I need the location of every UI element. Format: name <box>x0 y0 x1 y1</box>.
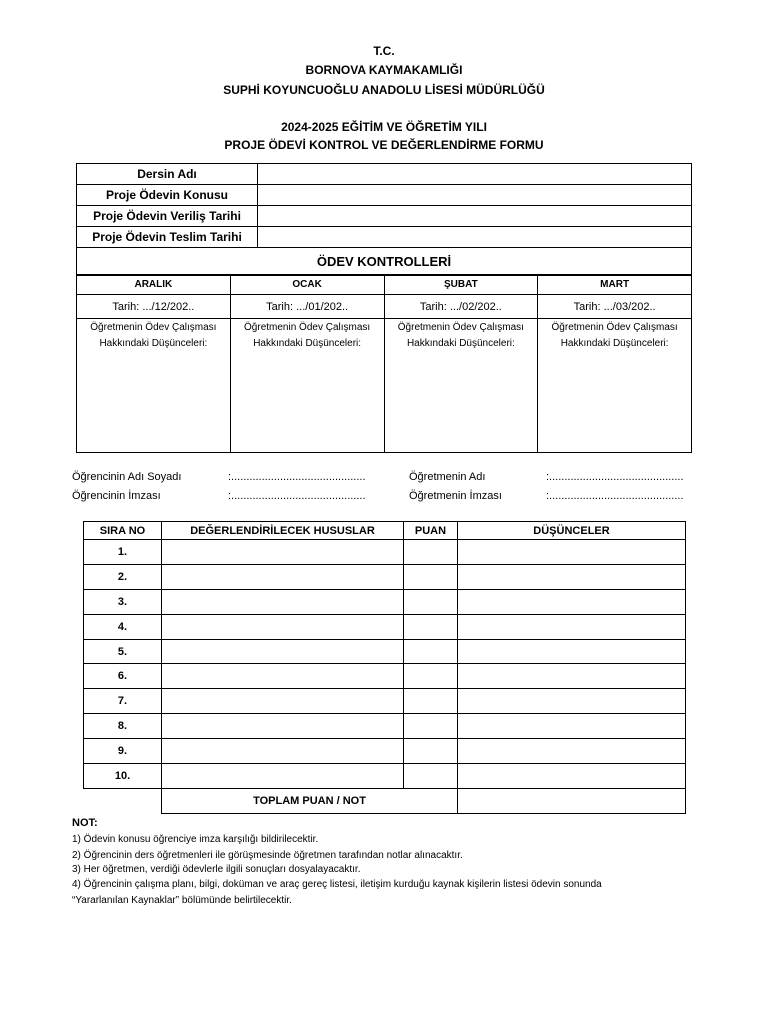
teacher-notes-december[interactable] <box>77 319 231 453</box>
month-march: MART <box>538 275 692 295</box>
comment-cell[interactable] <box>458 689 686 714</box>
table-row <box>84 714 686 739</box>
row-number: 4. <box>84 614 162 639</box>
note-item: 4) Öğrencinin çalışma planı, bilgi, doküman ve araç gereç listesi, iletişim kurduğu kaynak kişilerin listesi ödevin sonunda <box>72 879 602 890</box>
total-score-cell[interactable] <box>458 788 686 813</box>
score-cell[interactable] <box>404 540 458 565</box>
note-item: 1) Ödevin konusu öğrenciye imza karşılığı bildirilecektir. <box>72 834 319 845</box>
teacher-sign-label: Öğretmenin İmzası <box>409 490 502 502</box>
date-january[interactable]: Tarih: .../01/202.. <box>230 295 384 319</box>
due-date-field[interactable] <box>258 227 692 248</box>
month-december: ARALIK <box>77 275 231 295</box>
criteria-cell[interactable] <box>162 664 404 689</box>
score-cell[interactable] <box>404 739 458 764</box>
teacher-name-label: Öğretmenin Adı <box>409 471 486 483</box>
evaluation-table <box>83 521 686 814</box>
notes-label-line1: Öğretmenin Ödev Çalışması <box>551 322 678 333</box>
info-row <box>77 206 692 227</box>
row-number: 9. <box>84 739 162 764</box>
teacher-notes-january[interactable] <box>230 319 384 453</box>
row-number: 1. <box>84 540 162 565</box>
form-title: PROJE ÖDEVİ KONTROL VE DEĞERLENDİRME FORMU <box>224 138 544 152</box>
row-number: 3. <box>84 589 162 614</box>
student-name-label: Öğrencinin Adı Soyadı <box>72 471 182 483</box>
month-february: ŞUBAT <box>384 275 538 295</box>
comment-cell[interactable] <box>458 739 686 764</box>
notes-label-line1: Öğretmenin Ödev Çalışması <box>244 322 371 333</box>
notes-label-line2: Hakkındaki Düşünceleri: <box>406 338 515 349</box>
criteria-cell[interactable] <box>162 639 404 664</box>
comment-cell[interactable] <box>458 764 686 789</box>
comment-cell[interactable] <box>458 564 686 589</box>
note-item: 2) Öğrencinin ders öğretmenleri ile görüşmesinde öğretmen tarafından notlar alınacaktır. <box>72 850 463 861</box>
note-item: “Yararlanılan Kaynaklar” bölümünde belirtilecektir. <box>72 895 292 906</box>
course-name-label: Dersin Adı <box>77 164 258 185</box>
table-row <box>84 639 686 664</box>
table-row <box>84 764 686 789</box>
teacher-name-line[interactable]: :............................................ <box>546 471 684 483</box>
notes-label-line1: Öğretmenin Ödev Çalışması <box>397 322 524 333</box>
teacher-notes-march[interactable] <box>538 319 692 453</box>
comment-cell[interactable] <box>458 664 686 689</box>
row-number: 2. <box>84 564 162 589</box>
score-cell[interactable] <box>404 764 458 789</box>
criteria-cell[interactable] <box>162 564 404 589</box>
table-row <box>84 564 686 589</box>
row-number: 8. <box>84 714 162 739</box>
info-row <box>77 164 692 185</box>
total-row <box>84 788 686 813</box>
project-topic-label: Proje Ödevin Konusu <box>77 185 258 206</box>
course-name-field[interactable] <box>258 164 692 185</box>
total-score-label: TOPLAM PUAN / NOT <box>162 788 458 813</box>
score-cell[interactable] <box>404 614 458 639</box>
score-cell[interactable] <box>404 714 458 739</box>
header-year: 2024-2025 EĞİTİM VE ÖĞRETİM YILI <box>281 120 487 134</box>
date-december[interactable]: Tarih: .../12/202.. <box>77 295 231 319</box>
row-number: 5. <box>84 639 162 664</box>
assign-date-label: Proje Ödevin Veriliş Tarihi <box>77 206 258 227</box>
date-february[interactable]: Tarih: .../02/202.. <box>384 295 538 319</box>
criteria-cell[interactable] <box>162 614 404 639</box>
monthly-controls-table <box>76 274 692 453</box>
total-spacer <box>84 788 162 813</box>
note-item: 3) Her öğretmen, verdiği ödevlerle ilgili sonuçları dosyalayacaktır. <box>72 864 361 875</box>
notes-label-line2: Hakkındaki Düşünceleri: <box>253 338 362 349</box>
student-sign-label: Öğrencinin İmzası <box>72 490 161 502</box>
score-cell[interactable] <box>404 664 458 689</box>
comment-cell[interactable] <box>458 639 686 664</box>
header-district: BORNOVA KAYMAKAMLIĞI <box>305 63 463 77</box>
criteria-cell[interactable] <box>162 739 404 764</box>
info-row <box>77 227 692 248</box>
notes-title: NOT: <box>72 817 98 829</box>
header-score: PUAN <box>404 522 458 540</box>
header-criteria: DEĞERLENDİRİLECEK HUSUSLAR <box>162 522 404 540</box>
month-january: OCAK <box>230 275 384 295</box>
project-topic-field[interactable] <box>258 185 692 206</box>
comment-cell[interactable] <box>458 589 686 614</box>
criteria-cell[interactable] <box>162 540 404 565</box>
score-cell[interactable] <box>404 589 458 614</box>
criteria-cell[interactable] <box>162 764 404 789</box>
student-name-line[interactable]: :............................................ <box>228 471 366 483</box>
header-comments: DÜŞÜNCELER <box>458 522 686 540</box>
homework-controls-title: ÖDEV KONTROLLERİ <box>77 248 692 276</box>
teacher-sign-line[interactable]: :............................................ <box>546 490 684 502</box>
table-row <box>84 540 686 565</box>
comment-cell[interactable] <box>458 714 686 739</box>
table-row <box>84 664 686 689</box>
notes-label-line2: Hakkındaki Düşünceleri: <box>560 338 669 349</box>
score-cell[interactable] <box>404 689 458 714</box>
info-row <box>77 185 692 206</box>
teacher-notes-february[interactable] <box>384 319 538 453</box>
row-number: 6. <box>84 664 162 689</box>
notes-label-line2: Hakkındaki Düşünceleri: <box>99 338 208 349</box>
criteria-cell[interactable] <box>162 589 404 614</box>
criteria-cell[interactable] <box>162 714 404 739</box>
comment-cell[interactable] <box>458 540 686 565</box>
student-sign-line[interactable]: :............................................ <box>228 490 366 502</box>
date-march[interactable]: Tarih: .../03/202.. <box>538 295 692 319</box>
table-row <box>84 689 686 714</box>
project-info-table <box>76 163 692 276</box>
notes-label-line1: Öğretmenin Ödev Çalışması <box>90 322 217 333</box>
header-tc: T.C. <box>373 44 395 58</box>
header-order-no: SIRA NO <box>84 522 162 540</box>
table-row <box>84 739 686 764</box>
row-number: 7. <box>84 689 162 714</box>
assign-date-field[interactable] <box>258 206 692 227</box>
score-cell[interactable] <box>404 564 458 589</box>
header-school: SUPHİ KOYUNCUOĞLU ANADOLU LİSESİ MÜDÜRLÜĞÜ <box>223 83 545 97</box>
due-date-label: Proje Ödevin Teslim Tarihi <box>77 227 258 248</box>
row-number: 10. <box>84 764 162 789</box>
table-row <box>84 589 686 614</box>
comment-cell[interactable] <box>458 614 686 639</box>
criteria-cell[interactable] <box>162 689 404 714</box>
table-row <box>84 614 686 639</box>
score-cell[interactable] <box>404 639 458 664</box>
